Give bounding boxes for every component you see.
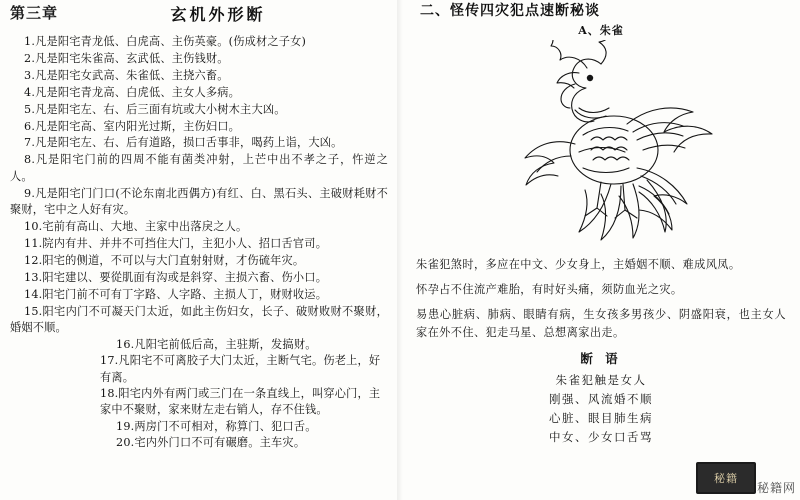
- clause-item: 9.凡是阳宅门门口(不论东南北西偶方)有红、白、黑石头、主破财耗财不聚财，宅中之人好有灾。: [10, 186, 388, 217]
- clause-item: 18.阳宅内外有两门或三门在一条直线上，叫穿心门，主家中不聚财，家来财左走右销人，存不住钱。: [100, 387, 381, 417]
- vermilion-bird-illustration: [451, 40, 751, 250]
- chapter-heading: [10, 2, 388, 28]
- verse-line: 中女、少女口舌骂: [549, 430, 653, 444]
- body-paragraph: 易患心脏病、肺病、眼睛有病，生女孩多男孩少、阴盛阳衰，也主女人家在外不住、犯走马星、总想离家出走。: [416, 308, 786, 339]
- clause-item: 11.院内有井、并井不可挡住大门，主犯小人、招口舌官司。: [24, 236, 328, 250]
- clause-item: 8.凡是阳宅门前的四周不能有菌类冲射，上芒中出不孝之子，忤逆之人。: [10, 153, 388, 183]
- clause-item: 12.阳宅的侧道，不可以与大门直射射财，才伤硫年灾。: [24, 253, 305, 267]
- verse-line: 心脏、眼目肺生病: [549, 411, 653, 425]
- clause-item: 14.阳宅门前不可有丁字路、人字路、主损人丁，财财收运。: [24, 287, 328, 301]
- verse-line: 朱雀犯触是女人: [555, 373, 647, 387]
- right-column: [404, 0, 800, 500]
- clause-item: 1.凡是阳宅青龙低、白虎高、主伤英豪。(伤成材之子女): [24, 35, 307, 48]
- clause-item: 15.阳宅内门不可凝天门太近，如此主伤妇女，长子、破财败财不聚财，婚姻不顺。: [10, 304, 388, 334]
- clause-item: 5.凡是阳宅左、右、后三面有坑或大小树木主大凶。: [24, 102, 286, 116]
- verse-title: 断 语: [580, 351, 622, 366]
- seal-text: 秘籍: [714, 472, 738, 485]
- clause-item: 17.凡阳宅不可离胶子大门太近，主断气宅。伤老上，好有离。: [100, 354, 381, 384]
- clause-item: 2.凡是阳宅朱雀高、玄武低、主伤钱财。: [24, 51, 229, 65]
- left-column: [0, 0, 396, 500]
- bird-icon: [451, 40, 751, 250]
- site-watermark: 秘籍网: [756, 481, 796, 495]
- chapter-number: 第三章: [10, 4, 59, 22]
- clause-item: 3.凡是阳宅女武高、朱雀低、主挠六畜。: [24, 68, 229, 82]
- clause-item: 20.宅内外门口不可有碾磨。主车灾。: [116, 436, 306, 450]
- body-paragraph: 朱雀犯煞时，多应在中文、少女身上，主婚姻不顺、难成风凤。: [416, 258, 741, 271]
- clause-item: 4.凡是阳宅青龙高、白虎低、主女人多病。: [24, 85, 241, 99]
- page-gutter: [397, 0, 403, 500]
- seal-stamp: [696, 462, 756, 494]
- chapter-title: 玄机外形断: [170, 5, 266, 24]
- clause-item: 19.两房门不可相对，称算门、犯口舌。: [116, 419, 317, 433]
- section-heading: 二、怪传四灾犯点速断秘谈: [420, 3, 600, 19]
- verse-line: 刚强、风流婚不顺: [549, 392, 653, 406]
- subsection-heading: A、朱雀: [578, 24, 624, 37]
- clause-item: 13.阳宅建以、要從肌面有沟或是斜穿、主损六畜、伤小口。: [24, 270, 328, 284]
- clause-item: 7.凡是阳宅左、右、后有道路，损口舌事非，喝药上诣，大凶。: [24, 136, 343, 150]
- body-paragraph: 怀孕占不住流产难胎，有时好头痛，须防血光之灾。: [416, 283, 683, 296]
- clause-item: 10.宅前有高山、大地、主家中出落戾之人。: [24, 219, 248, 233]
- clause-list: [10, 34, 388, 452]
- clause-item: 6.凡是阳宅高、室内阳光过斯，主伤妇口。: [24, 119, 241, 133]
- clause-item: 16.凡阳宅前低后高，主驻斯，发搞财。: [116, 337, 317, 351]
